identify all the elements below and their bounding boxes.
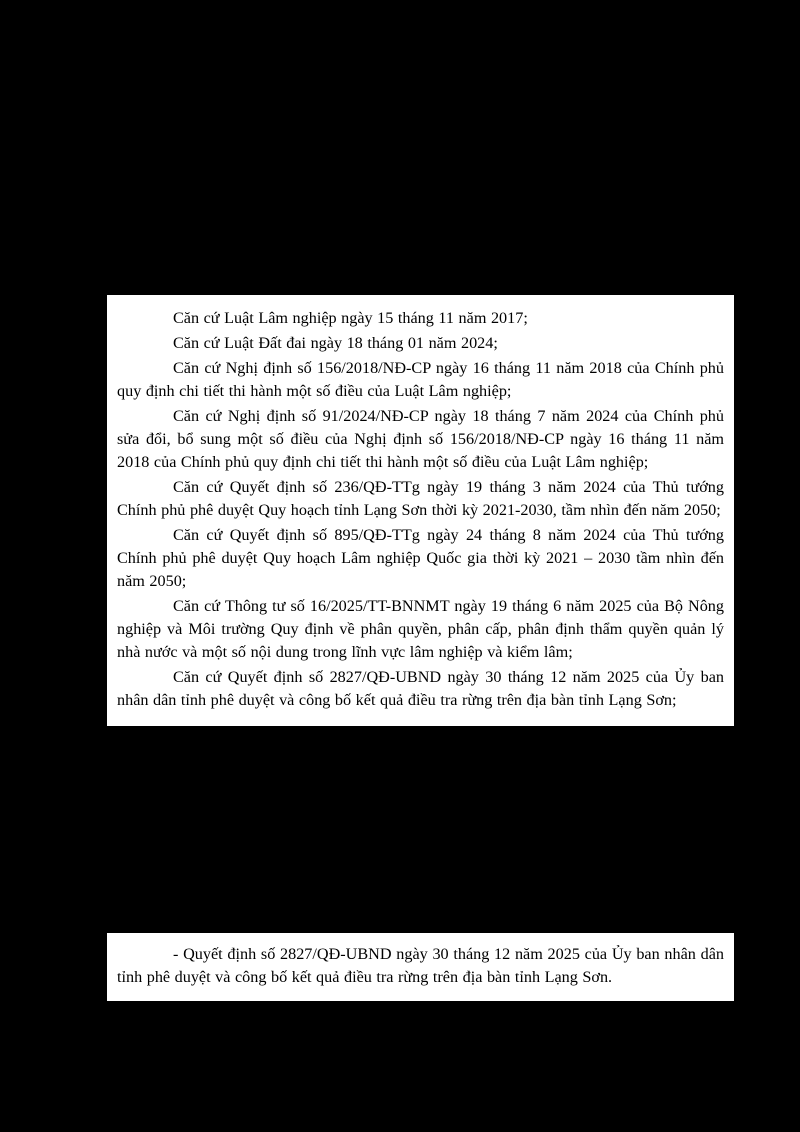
paragraph: Căn cứ Luật Lâm nghiệp ngày 15 tháng 11 năm 2017; — [173, 309, 528, 327]
paragraph: Căn cứ Thông tư số 16/2025/TT-BNNMT ngày 19 tháng 6 năm 2025 của Bộ Nông nghiệp và Môi trường Quy định về phân quyền, phân cấp, phân định thẩm quyền quản lý nhà nước và một số nội dung trong lĩnh vực lâm nghiệp và kiểm lâm; — [117, 597, 724, 661]
paragraph: Căn cứ Quyết định số 895/QĐ-TTg ngày 24 tháng 8 năm 2024 của Thủ tướng Chính phủ phê duyệt Quy hoạch Lâm nghiệp Quốc gia thời kỳ 2021 – 2030 tầm nhìn đến năm 2050; — [117, 526, 724, 590]
paragraph: Căn cứ Nghị định số 156/2018/NĐ-CP ngày 16 tháng 11 năm 2018 của Chính phủ quy định chi tiết thi hành một số điều của Luật Lâm nghiệp; — [117, 359, 724, 400]
paragraph: - Quyết định số 2827/QĐ-UBND ngày 30 tháng 12 năm 2025 của Ủy ban nhân dân tỉnh phê duyệt và công bố kết quả điều tra rừng trên địa bàn tỉnh Lạng Sơn. — [117, 945, 724, 986]
legal-basis-section — [107, 295, 734, 726]
paragraph: Căn cứ Quyết định số 236/QĐ-TTg ngày 19 tháng 3 năm 2024 của Thủ tướng Chính phủ phê duyệt Quy hoạch tỉnh Lạng Sơn thời kỳ 2021-2030, tầm nhìn đến năm 2050; — [117, 478, 724, 519]
reference-section — [107, 933, 734, 1001]
paragraph: Căn cứ Nghị định số 91/2024/NĐ-CP ngày 18 tháng 7 năm 2024 của Chính phủ sửa đổi, bổ sung một số điều của Nghị định số 156/2018/NĐ-CP ngày 16 tháng 11 năm 2018 của Chính phủ quy định chi tiết thi hành một số điều của Luật Lâm nghiệp; — [117, 407, 724, 471]
paragraph: Căn cứ Quyết định số 2827/QĐ-UBND ngày 30 tháng 12 năm 2025 của Ủy ban nhân dân tỉnh phê duyệt và công bố kết quả điều tra rừng trên địa bàn tỉnh Lạng Sơn; — [117, 668, 724, 709]
paragraph: Căn cứ Luật Đất đai ngày 18 tháng 01 năm 2024; — [173, 334, 498, 352]
